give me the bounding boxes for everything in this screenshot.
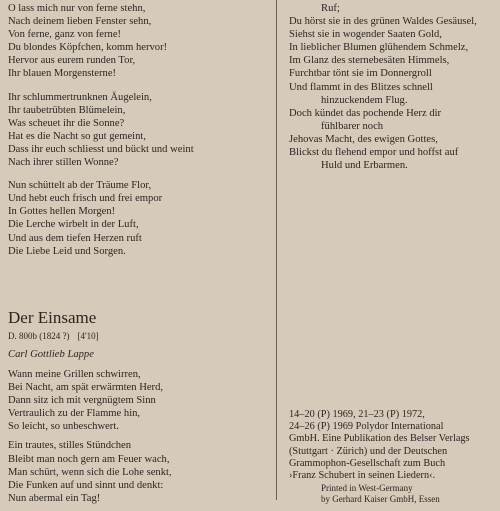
poem-line: Nun schüttelt ab der Träume Flor, (8, 180, 152, 192)
song-section (8, 308, 270, 511)
credit-line: 14–20 (P) 1969, 21–23 (P) 1972, (289, 409, 425, 420)
poem-line: Blickst du flehend empor und hoffst auf (289, 147, 459, 159)
lyric-line: Dann sitz ich mit vergnügtem Sinn (8, 395, 156, 407)
poem-stanza (8, 91, 270, 170)
lyric-line: Vertraulich zu der Flamme hin, (8, 408, 141, 420)
credit-line: (Stuttgart · Zürich) und der Deutschen (289, 445, 448, 457)
lyric-line: Man schürt, wenn sich die Lohe senkt, (8, 466, 172, 478)
poem-line: fühlbarer noch (321, 120, 384, 132)
catalog-number: D. 800b (1824 ?) (8, 331, 70, 341)
poem-line: Hat es die Nacht so gut gemeint, (8, 130, 146, 142)
credit-line: ›Franz Schubert in seinen Liedern‹. (289, 470, 436, 482)
lyric-line: Bleibt man noch gern am Feuer wach, (8, 453, 170, 465)
printed-line: by Gerhard Kaiser GmbH, Essen (321, 493, 440, 504)
lyric-line: Bei Nacht, am spät erwärmten Herd, (8, 382, 164, 394)
credit-line: Grammophon-Gesellschaft zum Buch (289, 457, 446, 469)
lyric-stanza (8, 439, 270, 504)
poem-line: Was scheuet ihr die Sonne? (8, 117, 125, 129)
printed-note (289, 483, 494, 504)
poem-line: Und aus dem tiefen Herzen ruft (8, 232, 142, 244)
column-divider (276, 0, 277, 500)
lyric-line: Die Funken auf und sinnt und denkt: (8, 479, 164, 491)
poem-stanza (8, 2, 270, 81)
lyric-line: Ein trautes, stilles Stündchen (8, 440, 131, 452)
credit-line: GmbH. Eine Publikation des Belser Verlags (289, 433, 470, 445)
poem-line: In Gottes hellen Morgen! (8, 206, 116, 218)
poem-line: Dass ihr euch schliesst und bückt und weint (8, 143, 194, 155)
song-meta (8, 330, 270, 342)
poem-line: Du blondes Köpfchen, komm hervor! (8, 42, 168, 54)
poem-right-column (289, 2, 494, 172)
credit-line: 24–26 (P) 1969 Polydor International (289, 421, 444, 433)
poem-line: Doch kündet das pochende Herz dir (289, 107, 442, 119)
poem-line: hinzuckendem Flug. (321, 94, 408, 106)
printed-line: Printed in West-Germany (321, 483, 413, 494)
credit-lines (289, 409, 494, 482)
lyricist-name: Carl Gottlieb Lappe (8, 349, 94, 360)
poem-line: Im Glanz des sternebesäten Himmels, (289, 55, 450, 67)
poem-line: Du hörst sie in des grünen Waldes Gesäusel, (289, 16, 477, 28)
poem-line: Siehst sie in wogender Saaten Gold, (289, 29, 442, 41)
poem-line: O lass mich nur von ferne stehn, (8, 3, 146, 14)
poem-line: In lieblicher Blumen glühendem Schmelz, (289, 42, 469, 54)
poem-line: Ihr blauen Morgensterne! (8, 68, 117, 80)
poem-line: Die Liebe Leid und Sorgen. (8, 245, 126, 257)
poem-line: Ruf; (321, 3, 340, 14)
lyric-line: Wann meine Grillen schwirren, (8, 369, 141, 380)
poem-line: Ihr schlummertrunknen Äugelein, (8, 91, 152, 103)
poem-line: Nach ihrer stillen Wonne? (8, 157, 119, 169)
duration: [4'10] (77, 331, 99, 341)
lyric-line: Nun abermal ein Tag! (8, 492, 101, 504)
poem-line: Nach deinem lieben Fenster sehn, (8, 16, 152, 28)
poem-line: Hervor aus eurem runden Tor, (8, 55, 136, 67)
poem-line: Jehovas Macht, des ewigen Gottes, (289, 133, 438, 145)
poem-line: Von ferne, ganz von ferne! (8, 29, 122, 41)
poem-line: Und flammt in des Blitzes schnell (289, 81, 433, 93)
song-title: Der Einsame (8, 308, 97, 327)
poem-line: Furchtbar tönt sie im Donnergroll (289, 68, 432, 80)
credits-block (289, 409, 494, 504)
poem-line: Die Lerche wirbelt in der Luft, (8, 219, 139, 231)
poem-line: Huld und Erbarmen. (321, 160, 408, 172)
poem-stanza (8, 179, 270, 258)
lyric-stanza (8, 368, 270, 433)
poem-line: Ihr taubetrübten Blümelein, (8, 104, 126, 116)
poem-line: Und hebt euch frisch und frei empor (8, 193, 163, 205)
lyric-line: So leicht, so unbeschwert. (8, 421, 119, 433)
song-lyrics (8, 368, 270, 505)
poem-left-column (8, 2, 270, 268)
